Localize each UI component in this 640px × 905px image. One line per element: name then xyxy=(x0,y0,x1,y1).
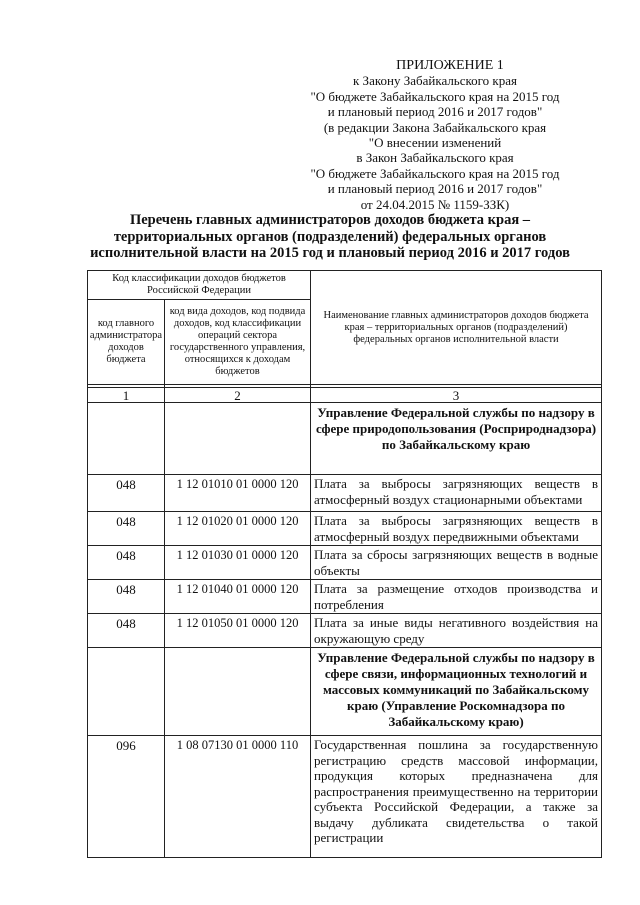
header-col-income-code: код вида доходов, код подвида доходов, код классификации операций сектора государственного управления, относящихся к доходам бюджетов xyxy=(165,300,311,385)
table-row xyxy=(88,512,602,546)
appendix-line: и плановый период 2016 и 2017 годов" xyxy=(327,104,543,120)
admin-code-cell: 048 xyxy=(88,614,165,648)
column-number: 3 xyxy=(311,388,602,403)
admin-code-cell: 048 xyxy=(88,580,165,614)
title-line: исполнительной власти на 2015 год и плановый период 2016 и 2017 годов xyxy=(90,245,570,261)
table-row xyxy=(88,614,602,648)
appendix-block xyxy=(300,58,570,212)
administrators-table xyxy=(87,270,602,858)
income-code-cell: 1 12 01050 01 0000 120 xyxy=(165,614,311,648)
table-row xyxy=(88,736,602,858)
section-row xyxy=(88,648,602,736)
table-row xyxy=(88,546,602,580)
appendix-line: (в редакции Закона Забайкальского края xyxy=(323,119,547,135)
appendix-line: "О бюджете Забайкальского края на 2015 год xyxy=(310,88,560,104)
admin-code-cell: 048 xyxy=(88,475,165,512)
income-code-cell: 1 12 01040 01 0000 120 xyxy=(165,580,311,614)
income-code-cell: 1 12 01020 01 0000 120 xyxy=(165,512,311,546)
column-numbers-row xyxy=(88,388,602,403)
table-row xyxy=(88,580,602,614)
appendix-line: к Закону Забайкальского края xyxy=(352,73,517,89)
appendix-line: "О внесении изменений xyxy=(368,135,502,151)
section-title: Управление Федеральной службы по надзору в сфере природопользования (Росприроднадзора) по Забайкальскому краю xyxy=(311,403,602,475)
header-group-classification: Код классификации доходов бюджетов Российской Федерации xyxy=(88,271,311,300)
income-name-cell: Государственная пошлина за государственную регистрацию средств массовой информации, продукция которых предназначена для распространения преимущественно на территории субъекта Российской Федерации, а также за выдачу дубликата свидетельства о такой регистрации xyxy=(311,736,602,858)
section-row xyxy=(88,403,602,475)
admin-code-cell: 096 xyxy=(88,736,165,858)
income-name-cell: Плата за выбросы загрязняющих веществ в атмосферный воздух передвижными объектами xyxy=(311,512,602,546)
income-code-cell: 1 08 07130 01 0000 110 xyxy=(165,736,311,858)
income-code-cell: 1 12 01030 01 0000 120 xyxy=(165,546,311,580)
appendix-line: от 24.04.2015 № 1159-ЗЗК) xyxy=(360,196,510,212)
income-name-cell: Плата за размещение отходов производства и потребления xyxy=(311,580,602,614)
table-row xyxy=(88,475,602,512)
income-code-cell: 1 12 01010 01 0000 120 xyxy=(165,475,311,512)
appendix-line: в Закон Забайкальского края xyxy=(356,150,514,166)
income-name-cell: Плата за выбросы загрязняющих веществ в атмосферный воздух стационарными объектами xyxy=(311,475,602,512)
column-number: 2 xyxy=(165,388,311,403)
document-title xyxy=(90,212,570,262)
appendix-heading: ПРИЛОЖЕНИЕ 1 xyxy=(396,58,504,73)
header-col-name: Наименование главных администраторов доходов бюджета края – территориальных органов (подразделений) федеральных органов исполнительной власти xyxy=(311,271,602,385)
appendix-line: и плановый период 2016 и 2017 годов" xyxy=(327,181,543,197)
income-name-cell: Плата за сбросы загрязняющих веществ в водные объекты xyxy=(311,546,602,580)
column-number: 1 xyxy=(88,388,165,403)
title-line: Перечень главных администраторов доходов бюджета края – xyxy=(129,212,531,228)
admin-code-cell: 048 xyxy=(88,546,165,580)
title-line: территориальных органов (подразделений) федеральных органов xyxy=(113,228,547,245)
appendix-line: "О бюджете Забайкальского края на 2015 год xyxy=(310,165,560,181)
header-col-admin-code: код главного администратора доходов бюджета xyxy=(88,300,165,385)
income-name-cell: Плата за иные виды негативного воздействия на окружающую среду xyxy=(311,614,602,648)
admin-code-cell: 048 xyxy=(88,512,165,546)
section-title: Управление Федеральной службы по надзору в сфере связи, информационных технологий и массовых коммуникаций по Забайкальскому краю (Управление Роскомнадзора по Забайкальскому краю) xyxy=(311,648,602,736)
